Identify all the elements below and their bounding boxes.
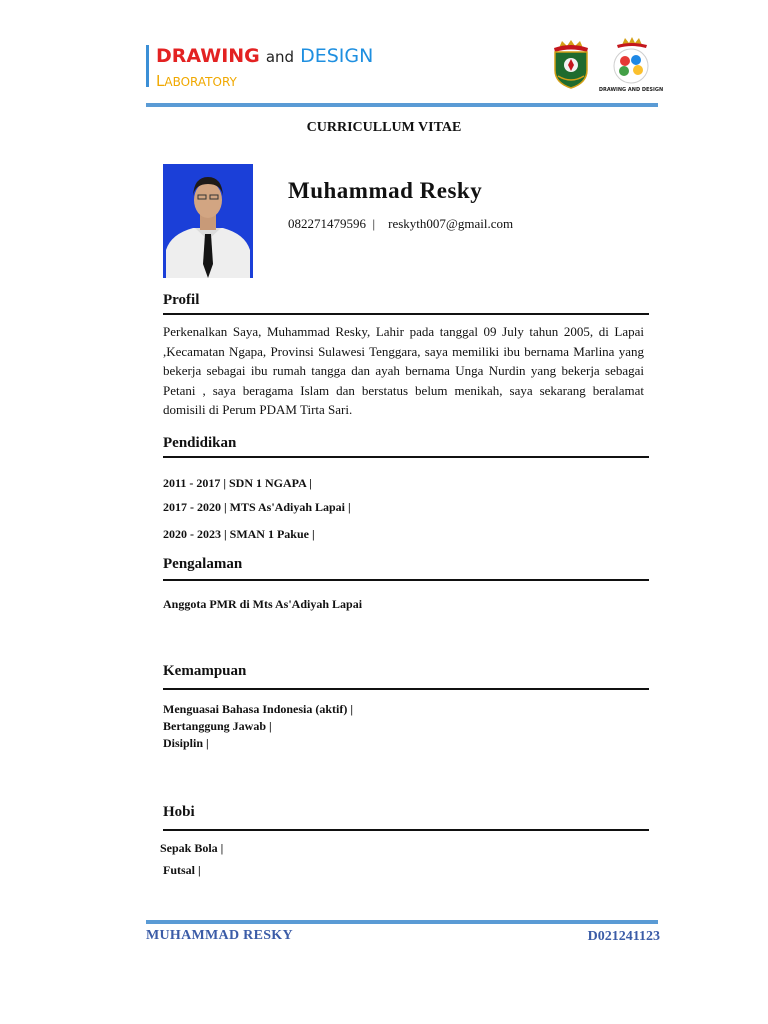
lab-title-drawing: DRAWING — [156, 45, 260, 67]
lab-logo-caption: DRAWING AND DESIGN — [598, 87, 664, 93]
university-logo — [550, 38, 592, 90]
education-item: 2017 - 2020 | MTS As'Adiyah Lapai | — [163, 500, 351, 514]
profile-photo-illustration — [163, 164, 253, 278]
section-heading-pendidikan: Pendidikan — [163, 435, 237, 451]
skill-item: Disiplin | — [163, 736, 209, 750]
profil-paragraph: Perkenalkan Saya, Muhammad Resky, Lahir pada tanggal 09 July tahun 2005, di Lapai ,Kecamatan Ngapa, Provinsi Sulawesi Tenggara, saya memiliki ibu bernama Marlina yang bekerja sebagai ibu rumah tangga dan ayah bernama Unga Nurdin yang bekerja sebagai Petani , saya beragama Islam dan berstatus belum menikah, saya sekarang beralamat domisili di Perum PDAM Tirta Sari. — [163, 324, 644, 417]
section-rule — [163, 313, 649, 315]
section-heading-hobi: Hobi — [163, 804, 195, 820]
section-rule — [163, 579, 649, 581]
footer-student-id: D021241123 — [587, 929, 660, 944]
lab-title-and: and — [265, 48, 295, 66]
section-heading-profil: Profil — [163, 292, 200, 308]
contact-line — [288, 216, 513, 232]
lab-subtitle — [156, 72, 237, 90]
footer-name: MUHAMMAD RESKY — [146, 928, 293, 943]
section-heading-kemampuan: Kemampuan — [163, 663, 247, 679]
education-item: 2020 - 2023 | SMAN 1 Pakue | — [163, 527, 315, 541]
email-address: reskyth007@gmail.com — [388, 216, 514, 231]
education-item: 2011 - 2017 | SDN 1 NGAPA | — [163, 476, 312, 490]
footer-rule — [146, 920, 658, 924]
hobby-item: Sepak Bola | — [160, 841, 224, 855]
person-name: Muhammad Resky — [288, 178, 483, 203]
lab-subtitle-rest: ABORATORY — [164, 75, 237, 89]
profile-photo — [163, 164, 253, 278]
document-title: CURRICULLUM VITAE — [306, 120, 462, 135]
header-accent-bar — [146, 45, 149, 87]
experience-item: Anggota PMR di Mts As'Adiyah Lapai — [163, 597, 363, 611]
lab-logo — [598, 36, 664, 94]
lab-title — [156, 45, 373, 67]
skill-item: Bertanggung Jawab | — [163, 719, 272, 733]
contact-separator: | — [372, 216, 376, 231]
hobby-item: Futsal | — [163, 863, 201, 877]
lab-title-design: DESIGN — [300, 45, 374, 67]
section-rule — [163, 688, 649, 690]
phone-number: 082271479596 — [288, 216, 366, 231]
lab-subtitle-initial: L — [156, 72, 165, 90]
section-heading-pengalaman: Pengalaman — [163, 556, 243, 572]
section-rule — [163, 456, 649, 458]
header-rule — [146, 103, 658, 107]
skill-item: Menguasai Bahasa Indonesia (aktif) | — [163, 702, 354, 716]
section-rule — [163, 829, 649, 831]
